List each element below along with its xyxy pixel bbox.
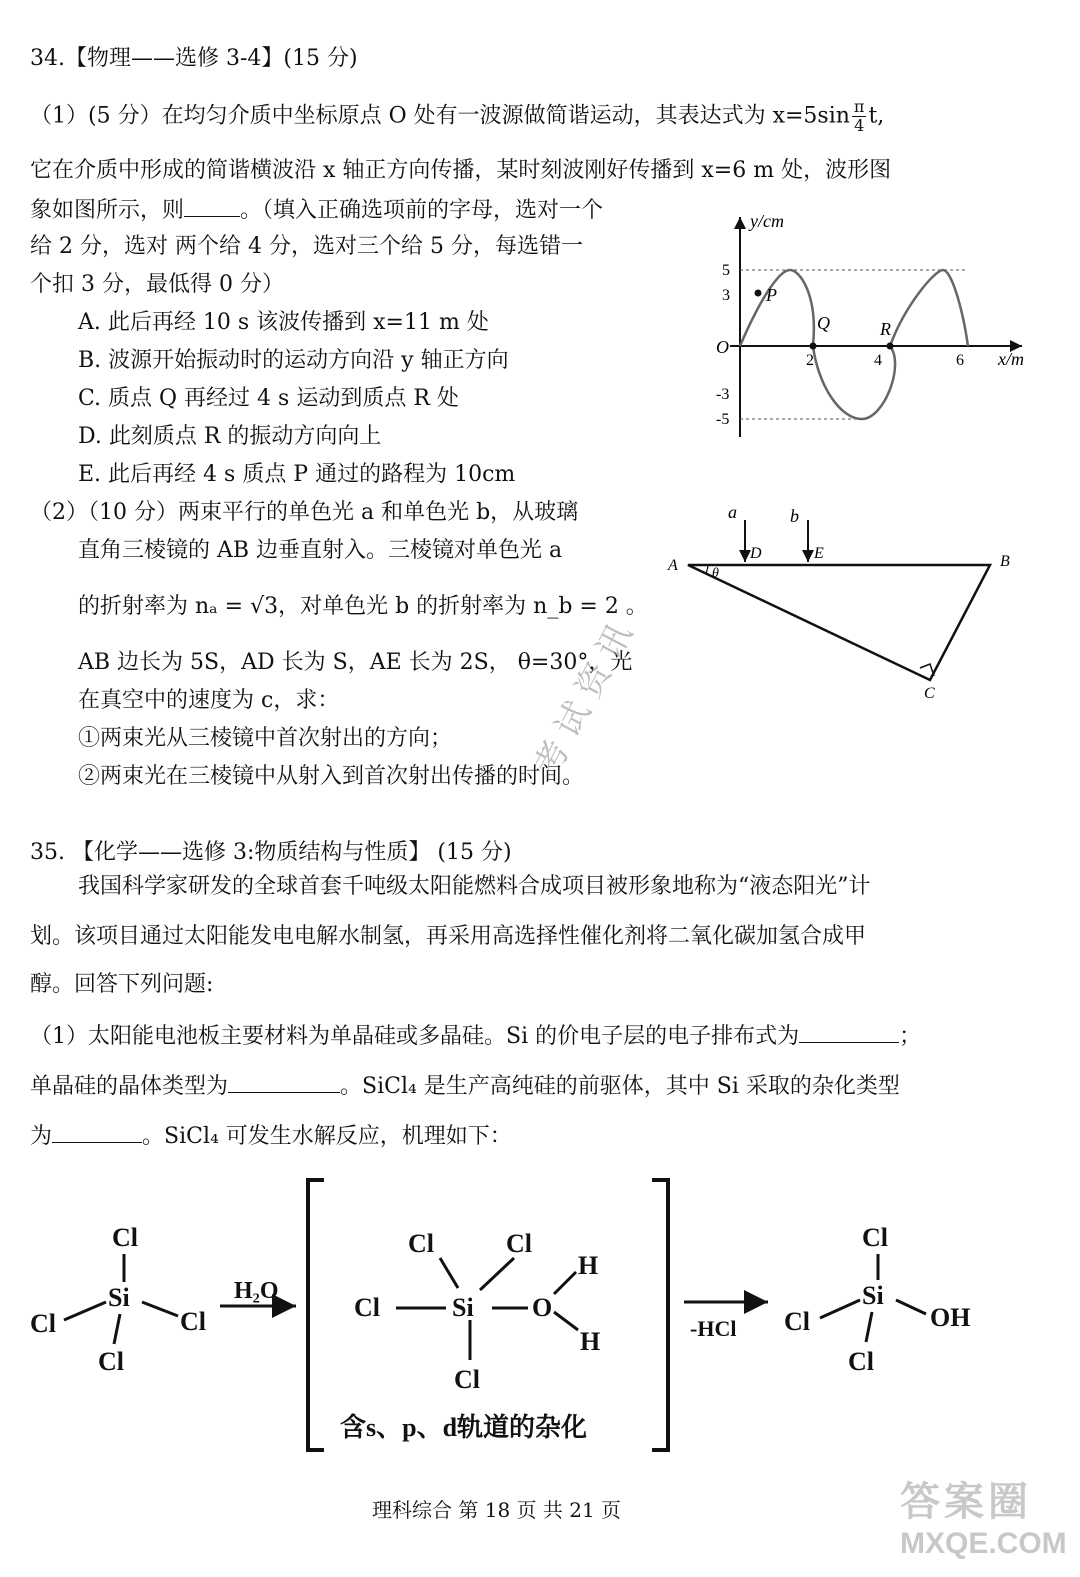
- q35-line3-text: 为: [30, 1124, 53, 1149]
- q34-part1-text-end: t,: [868, 103, 885, 129]
- point-d: D: [750, 545, 762, 562]
- vertex-b: B: [1000, 553, 1010, 570]
- answer-blank[interactable]: [184, 194, 240, 217]
- arrow-h2o-label: H₂O: [234, 1278, 279, 1304]
- prod-si: Si: [862, 1281, 884, 1310]
- q35-intro-2: 划。该项目通过太阳能发电电解水制氢，再采用高选择性催化剂将二氧化碳加氢合成甲: [30, 924, 867, 949]
- frac-num: π: [853, 97, 865, 116]
- q35-line2-end: 。SiCl₄ 是生产高纯硅的前驱体，其中 Si 采取的杂化类型: [340, 1074, 900, 1099]
- prism-triangle: [688, 565, 990, 680]
- x-tick-2: 2: [806, 352, 814, 369]
- q35-line1-end: ；: [899, 1024, 922, 1049]
- ray-a-label: a: [728, 502, 737, 522]
- sicl4-cl-left: Cl: [30, 1309, 56, 1338]
- int-si: Si: [452, 1293, 474, 1322]
- y-tick-neg5: -5: [716, 411, 730, 428]
- option-c: C. 质点 Q 再经过 4 s 运动到质点 R 处: [78, 386, 459, 411]
- wave-graph: [700, 205, 1040, 445]
- q35-part1-line2: [30, 1070, 900, 1102]
- frac: [852, 98, 867, 135]
- q35-intro-3: 醇。回答下列问题:: [30, 972, 214, 997]
- bracket-right: [652, 1180, 668, 1450]
- int-h-bottom: H: [580, 1327, 601, 1356]
- int-cl-top-right: Cl: [506, 1229, 532, 1258]
- arrow-hcl-label: -HCl: [690, 1316, 737, 1341]
- prism-diagram: [660, 500, 1030, 710]
- y-axis-label: y/cm: [750, 211, 784, 231]
- hybridization-note: 含s、p、d轨道的杂化: [340, 1413, 588, 1442]
- y-tick-neg3: -3: [716, 386, 730, 403]
- q35-line3-end: 。SiCl₄ 可发生水解反应，机理如下：: [142, 1124, 512, 1149]
- x-axis-label: x/m: [998, 349, 1024, 369]
- prod-cl-bottom: Cl: [848, 1347, 874, 1376]
- point-q-label: Q: [817, 313, 830, 333]
- sicl4-si: Si: [108, 1283, 130, 1312]
- point-r-label: R: [880, 319, 891, 339]
- q35-line2-text: 单晶硅的晶体类型为: [30, 1074, 229, 1099]
- frac-den: 4: [854, 116, 865, 135]
- y-tick-3: 3: [722, 287, 730, 304]
- q34-part2-sub2: ②两束光在三棱镜中从射入到首次射出传播的时间。: [78, 764, 585, 789]
- bracket-left: [308, 1180, 324, 1450]
- watermark-logo-url: MXQE.COM: [900, 1527, 1067, 1560]
- q34-header: 34.【物理——选修 3-4】(15 分): [30, 46, 358, 71]
- point-p-label: P: [766, 285, 777, 305]
- q34-line3-a: 象如图所示，则: [30, 198, 185, 223]
- q34-part2-line4: AB 边长为 5S，AD 长为 S，AE 长为 2S， θ=30°，光: [78, 650, 633, 675]
- theta-label: θ: [712, 566, 719, 581]
- q35-line1-text: （1）太阳能电池板主要材料为单晶硅或多晶硅。Si 的价电子层的电子排布式为: [30, 1024, 800, 1049]
- prod-oh: OH: [930, 1303, 971, 1332]
- prod-cl-top: Cl: [862, 1223, 888, 1252]
- q34-part2-line1: （2）（10 分）两束平行的单色光 a 和单色光 b，从玻璃: [30, 500, 579, 525]
- watermark-logo-text: 答案圈: [900, 1478, 1032, 1525]
- page-footer: 理科综合 第 18 页 共 21 页: [372, 1498, 622, 1522]
- x-tick-6: 6: [956, 352, 964, 369]
- watermark-diagonal: 考试资讯: [527, 608, 646, 783]
- sicl4-cl-right: Cl: [180, 1307, 206, 1336]
- ray-b-label: b: [790, 506, 799, 526]
- q34-part2-line2: 直角三棱镜的 AB 边垂直射入。三棱镜对单色光 a: [78, 538, 563, 563]
- vertex-a: A: [668, 557, 678, 574]
- option-b: B. 波源开始振动时的运动方向沿 y 轴正方向: [78, 348, 509, 373]
- int-h-top: H: [578, 1251, 599, 1280]
- option-e: E. 此后再经 4 s 质点 P 通过的路程为 10cm: [78, 462, 516, 487]
- q34-part1-line4: 给 2 分，选对 两个给 4 分，选对三个给 5 分，每选错一: [30, 234, 583, 259]
- q34-part2-line5: 在真空中的速度为 c，求：: [78, 688, 340, 713]
- q34-part1-line2: 它在介质中形成的简谐横波沿 x 轴正方向传播，某时刻波刚好传播到 x=6 m 处，波形图: [30, 158, 892, 183]
- point-p: [755, 290, 762, 297]
- q35-part1-line1: [30, 1020, 921, 1052]
- int-cl-bottom: Cl: [454, 1365, 480, 1394]
- q35-part1-line3: [30, 1120, 512, 1152]
- int-o: O: [532, 1293, 553, 1322]
- int-cl-top-left: Cl: [408, 1229, 434, 1258]
- sicl4-cl-top: Cl: [112, 1223, 138, 1252]
- q34-part1-text: （1）(5 分）在均匀介质中坐标原点 O 处有一波源做简谐运动，其表达式为 x=5sin: [30, 103, 850, 129]
- vertex-c: C: [924, 685, 935, 702]
- sicl4-cl-bottom: Cl: [98, 1347, 124, 1376]
- q34-part2-sub1: ①两束光从三棱镜中首次射出的方向；: [78, 726, 453, 751]
- option-d: D. 此刻质点 R 的振动方向向上: [78, 424, 382, 449]
- point-e: E: [814, 545, 824, 562]
- option-a: A. 此后再经 10 s 该波传播到 x=11 m 处: [78, 310, 489, 335]
- q34-line3-b: 。（填入正确选项前的字母，选对一个: [240, 198, 604, 223]
- point-r: [887, 343, 894, 350]
- watermark-logo: [900, 1470, 1067, 1561]
- q34-part1-line5: 个扣 3 分，最低得 0 分）: [30, 272, 284, 297]
- prod-cl-left: Cl: [784, 1307, 810, 1336]
- q35-header: 35. 【化学——选修 3:物质结构与性质】 (15 分): [30, 840, 512, 865]
- answer-blank[interactable]: [799, 1020, 899, 1043]
- answer-blank[interactable]: [52, 1120, 142, 1143]
- q34-part1-line1: [30, 98, 884, 135]
- x-tick-4: 4: [874, 352, 882, 369]
- hydrolysis-mechanism: [20, 1170, 1030, 1470]
- q34-part1-line3: [30, 194, 603, 226]
- y-tick-5: 5: [722, 262, 730, 279]
- q34-part2-line3: 的折射率为 nₐ = √3，对单色光 b 的折射率为 n_b = 2 。: [78, 594, 648, 619]
- answer-blank[interactable]: [228, 1070, 340, 1093]
- origin-label: O: [716, 337, 729, 357]
- q35-intro-1: 我国科学家研发的全球首套千吨级太阳能燃料合成项目被形象地称为“液态阳光”计: [78, 874, 871, 899]
- point-q: [810, 343, 817, 350]
- int-cl-left: Cl: [354, 1293, 380, 1322]
